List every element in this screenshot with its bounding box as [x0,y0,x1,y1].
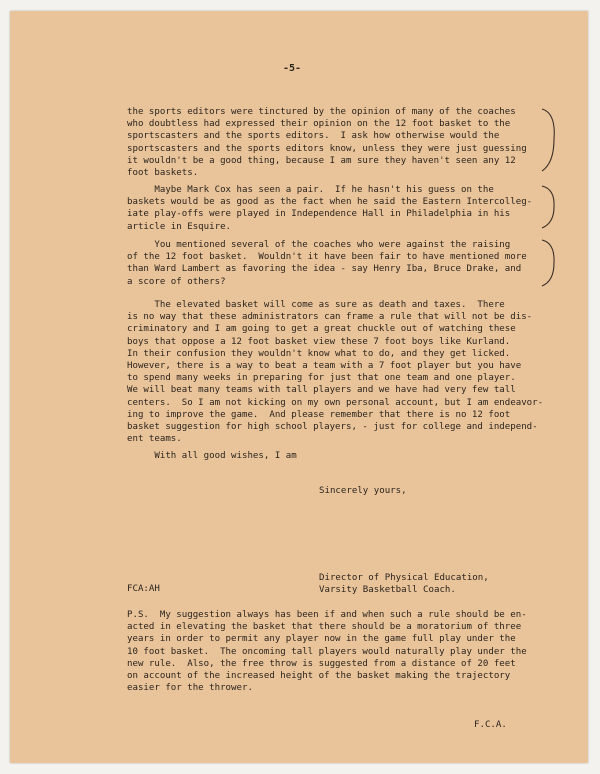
body-paragraph: the sports editors were tinctured by the opinion of many of the coaches who doubtless had expressed their opinion on the 12 foot basket to the sportscasters and the sports editors. I ask how otherwise would the sportscasters and the sports editors know, unless they were just guessing it wouldn't be a good thing, because I am sure they haven't seen any 12 foot baskets. [127,107,527,179]
body-paragraph: The elevated basket will come as sure as death and taxes. There is no way that these administrators can frame a rule that will not be dis- criminatory and I am going to get a great chuckle out of watching these boys that oppose a 12 foot basket view these 7 foot boys like Kurland. In their confusion they wouldn't know what to do, and they get licked. However, there is a way to beat a team with a 7 foot player but you have to spend many weeks in preparing for just that one team and one player. We will beat many teams with tall players and we have had very few tall centers. So I am not kicking on my own personal account, but I am endeavor- ing to improve the game. And please remember that there is no 12 foot basket suggestion for high school players, - just for college and independ- ent teams. [127,300,544,445]
postscript-initials: F.C.A. [474,720,507,730]
closing-line: Sincerely yours, [319,486,407,496]
reference-initials: FCA:AH [127,584,160,594]
body-paragraph: Maybe Mark Cox has seen a pair. If he hasn't his guess on the baskets would be as good as the fact when he said the Eastern Intercolleg- iate play-offs were played in Independence Hall in Philadelphia in his article in Esquire. [127,185,533,232]
body-paragraph: With all good wishes, I am [127,451,297,461]
margin-bracket-mark [540,237,560,289]
margin-bracket-mark [540,183,560,231]
postscript: P.S. My suggestion always has been if and when such a rule should be en- acted in elevating the basket that there should be a moratorium of three years in order to permit any player now in the game full play under the 10 foot basket. The oncoming tall players would naturally play under the new rule. Also, the free throw is suggested from a distance of 20 feet on account of the increased height of the basket making the trajectory easier for the thrower. [127,610,527,694]
body-paragraph: You mentioned several of the coaches who were against the raising of the 12 foot basket. Wouldn't it have been fair to have mentioned more than Ward Lambert as favoring the idea - say Henry Iba, Bruce Drake, and a score of others? [127,240,527,287]
page-number: -5- [283,63,302,74]
signature-title: Director of Physical Education, Varsity Basketball Coach. [319,573,489,596]
margin-bracket-mark [540,105,560,175]
